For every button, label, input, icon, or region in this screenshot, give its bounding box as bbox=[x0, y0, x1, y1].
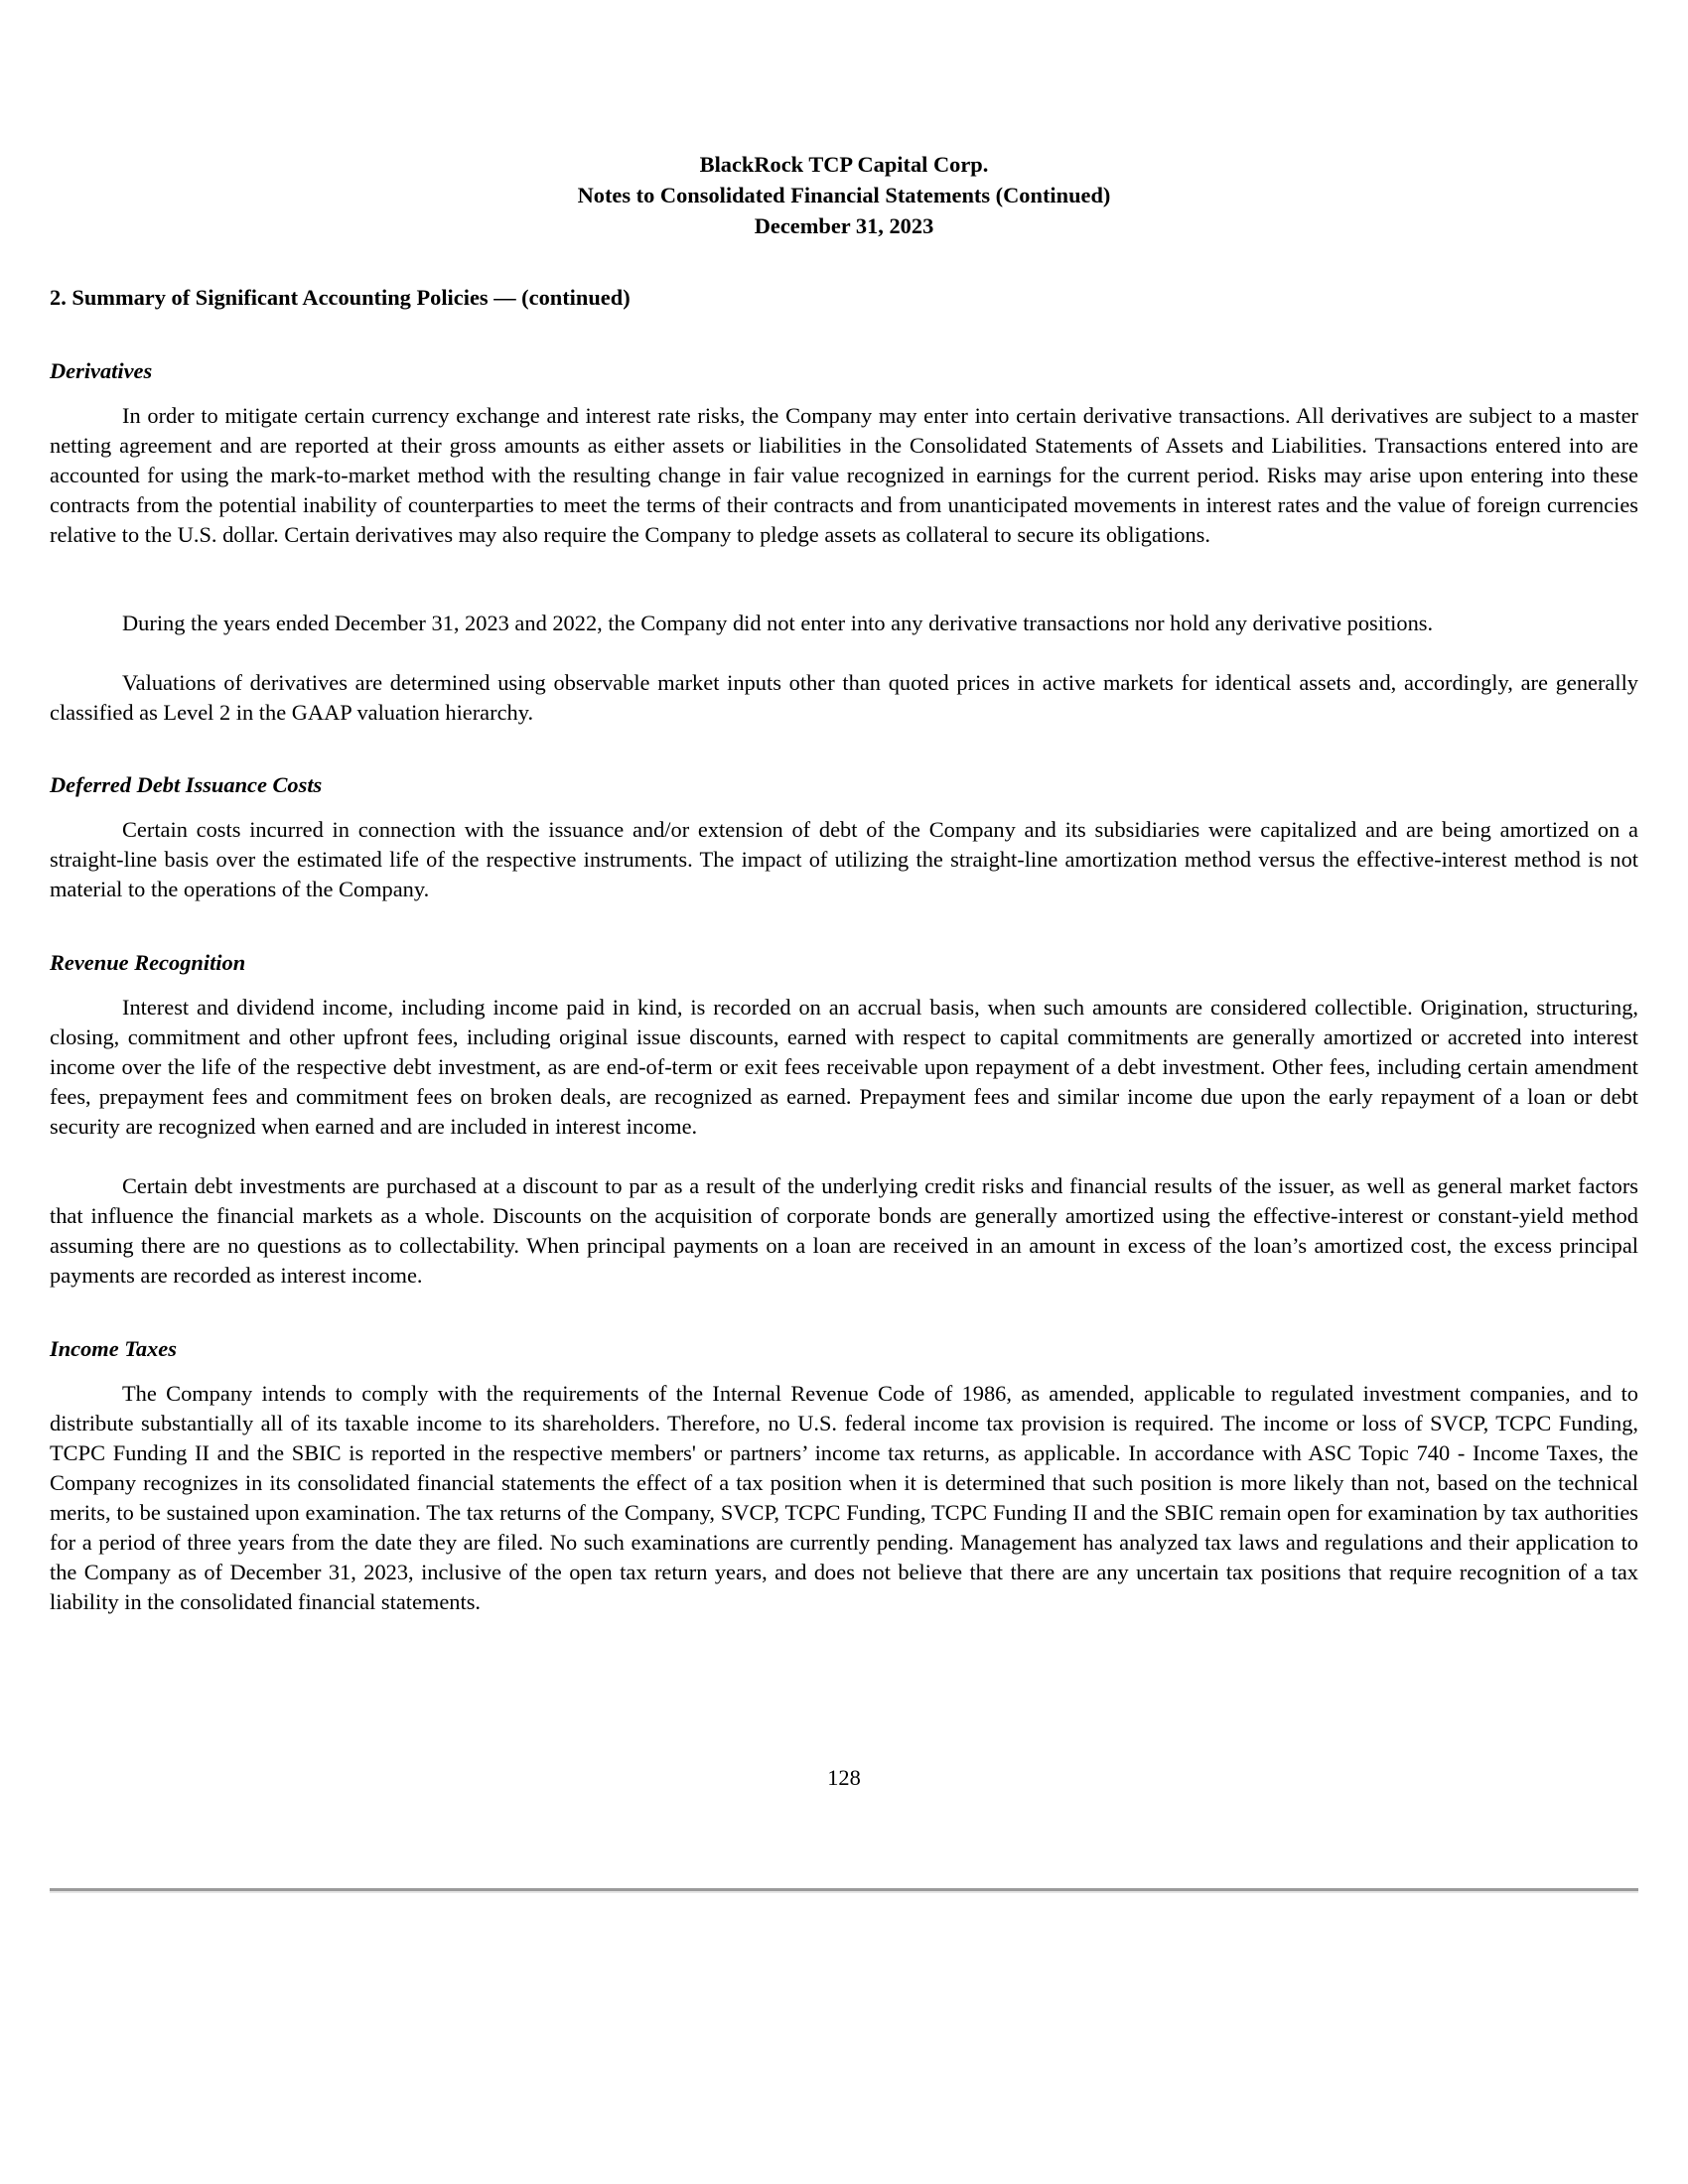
document-header bbox=[50, 149, 1638, 241]
paragraph-revenue-2: Certain debt investments are purchased at a discount to par as a result of the underlying credit risks and financial results of the issuer, as well as general market factors that influence the financial markets as a whole. Discounts on the acquisition of corporate bonds are generally amortized using the effective-interest or constant-yield method assuming there are no questions as to collectability. When principal payments on a loan are received in an amount in excess of the loan’s amortized cost, the excess principal payments are recorded as interest income. bbox=[50, 1173, 1638, 1288]
paragraph-derivatives-3: Valuations of derivatives are determined using observable market inputs other than quoted prices in active markets for identical assets and, accordingly, are generally classified as Level 2 in the GAAP valuation hierarchy. bbox=[50, 670, 1638, 725]
document-title: Notes to Consolidated Financial Statements (Continued) bbox=[577, 183, 1111, 207]
paragraph-revenue-1: Interest and dividend income, including income paid in kind, is recorded on an accrual basis, when such amounts are considered collectible. Origination, structuring, closing, commitment and other upfront fees, including original issue discounts, earned with respect to capital commitments are generally amortized or accreted into interest income over the life of the respective debt investment, as are end-of-term or exit fees receivable upon repayment of a debt investment. Other fees, including certain amendment fees, prepayment fees and commitment fees on broken deals, are recognized as earned. Prepayment fees and similar income due upon the early repayment of a loan or debt security are recognized when earned and are included in interest income. bbox=[50, 995, 1638, 1139]
page-divider bbox=[50, 1888, 1638, 1893]
paragraph-derivatives-1: In order to mitigate certain currency exchange and interest rate risks, the Company may enter into certain derivative transactions. All derivatives are subject to a master netting agreement and are reported at their gross amounts as either assets or liabilities in the Consolidated Statements of Assets and Liabilities. Transactions entered into are accounted for using the mark-to-market method with the resulting change in fair value recognized in earnings for the current period. Risks may arise upon entering into these contracts from the potential inability of counterparties to meet the terms of their contracts and from unanticipated movements in interest rates and the value of foreign currencies relative to the U.S. dollar. Certain derivatives may also require the Company to pledge assets as collateral to secure its obligations. bbox=[50, 403, 1638, 547]
paragraph-derivatives-2: During the years ended December 31, 2023 and 2022, the Company did not enter into any derivative transactions nor hold any derivative positions. bbox=[122, 611, 1434, 635]
heading-revenue-recognition: Revenue Recognition bbox=[50, 950, 246, 975]
paragraph-income-taxes-1: The Company intends to comply with the requirements of the Internal Revenue Code of 1986, as amended, applicable to regulated investment companies, and to distribute substantially all of its taxable income to its shareholders. Therefore, no U.S. federal income tax provision is required. The income or loss of SVCP, TCPC Funding, TCPC Funding II and the SBIC is reported in the respective members' or partners’ income tax returns, as applicable. In accordance with ASC Topic 740 - Income Taxes, the Company recognizes in its consolidated financial statements the effect of a tax position when it is determined that such position is more likely than not, based on the technical merits, to be sustained upon examination. The tax returns of the Company, SVCP, TCPC Funding, TCPC Funding II and the SBIC remain open for examination by tax authorities for a period of three years from the date they are filed. No such examinations are currently pending. Management has analyzed tax laws and regulations and their application to the Company as of December 31, 2023, inclusive of the open tax return years, and does not believe that there are any uncertain tax positions that require recognition of a tax liability in the consolidated financial statements. bbox=[50, 1381, 1638, 1614]
company-name: BlackRock TCP Capital Corp. bbox=[699, 152, 989, 177]
heading-income-taxes: Income Taxes bbox=[50, 1336, 177, 1361]
page-number: 128 bbox=[827, 1765, 861, 1790]
document-date: December 31, 2023 bbox=[754, 213, 934, 238]
heading-deferred-debt-issuance-costs: Deferred Debt Issuance Costs bbox=[50, 772, 323, 797]
paragraph-deferred-debt-1: Certain costs incurred in connection with the issuance and/or extension of debt of the Company and its subsidiaries were capitalized and are being amortized on a straight-line basis over the estimated life of the respective instruments. The impact of utilizing the straight-line amortization method versus the effective-interest method is not material to the operations of the Company. bbox=[50, 817, 1638, 901]
heading-derivatives: Derivatives bbox=[50, 358, 153, 383]
section-title: 2. Summary of Significant Accounting Policies — (continued) bbox=[50, 285, 631, 310]
